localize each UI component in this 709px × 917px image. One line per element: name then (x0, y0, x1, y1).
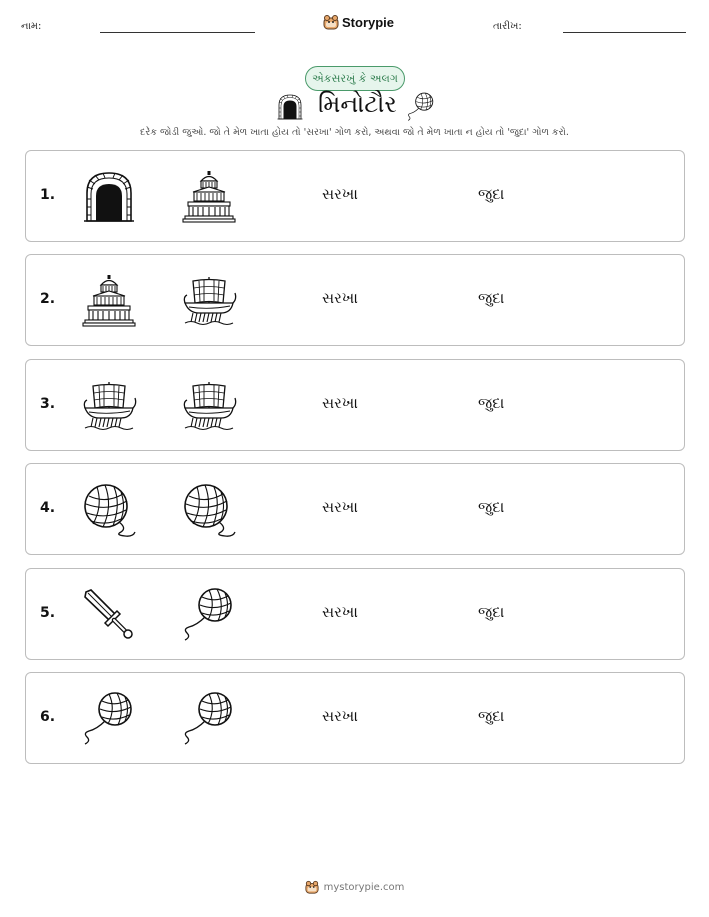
worksheet-header (0, 14, 709, 38)
exercise-row (25, 568, 685, 660)
different-option[interactable]: જુદા (478, 498, 505, 516)
yarn-thread-icon (181, 691, 237, 747)
row-number: 6. (40, 709, 56, 725)
same-option[interactable]: સરખા (322, 289, 358, 307)
row-number: 4. (40, 500, 56, 516)
row-number: 2. (40, 291, 56, 307)
stone-arch-icon (81, 169, 137, 225)
exercise-row (25, 150, 685, 242)
exercise-row (25, 254, 685, 346)
yarn-ball-icon (181, 482, 237, 538)
title-row (0, 90, 709, 124)
different-option[interactable]: જુદા (478, 603, 505, 621)
date-line[interactable] (563, 32, 686, 33)
page-title: મિનોટૌર (318, 90, 397, 118)
category-badge: એકસરખું કે અલગ (305, 66, 405, 91)
instructions: દરેક જોડી જુઓ. જો તે મેળ ખાતા હોય તો 'સરખા' ગોળ કરો, અથવા જો તે મેળ ખાતા ન હોય તો 'જુદા' ગોળ કરો. (140, 127, 569, 138)
yarn-thread-icon (81, 691, 137, 747)
same-option[interactable]: સરખા (322, 603, 358, 621)
ship-icon (181, 378, 237, 434)
brand (323, 14, 394, 30)
yarn-thread-icon (181, 587, 237, 643)
temple-icon (81, 273, 137, 329)
footer-url: mystorypie.com (323, 881, 405, 893)
sword-icon (81, 587, 137, 643)
name-label: નામ: (21, 21, 42, 32)
same-option[interactable]: સરખા (322, 394, 358, 412)
exercise-row (25, 463, 685, 555)
different-option[interactable]: જુદા (478, 394, 505, 412)
row-number: 5. (40, 605, 56, 621)
different-option[interactable]: જુદા (478, 707, 505, 725)
storypie-logo-icon (305, 880, 319, 894)
yarn-thread-icon (406, 92, 436, 122)
same-option[interactable]: સરખા (322, 185, 358, 203)
name-line[interactable] (100, 32, 255, 33)
yarn-ball-icon (81, 482, 137, 538)
different-option[interactable]: જુદા (478, 185, 505, 203)
same-option[interactable]: સરખા (322, 707, 358, 725)
ship-icon (181, 273, 237, 329)
exercise-row (25, 672, 685, 764)
brand-name: Storypie (342, 14, 395, 30)
temple-icon (181, 169, 237, 225)
storypie-logo-icon (323, 14, 339, 30)
exercise-row (25, 359, 685, 451)
same-option[interactable]: સરખા (322, 498, 358, 516)
ship-icon (81, 378, 137, 434)
footer (0, 880, 709, 894)
row-number: 1. (40, 187, 56, 203)
stone-arch-icon (276, 92, 304, 122)
different-option[interactable]: જુદા (478, 289, 505, 307)
date-label: તારીખ: (493, 21, 522, 32)
row-number: 3. (40, 396, 56, 412)
